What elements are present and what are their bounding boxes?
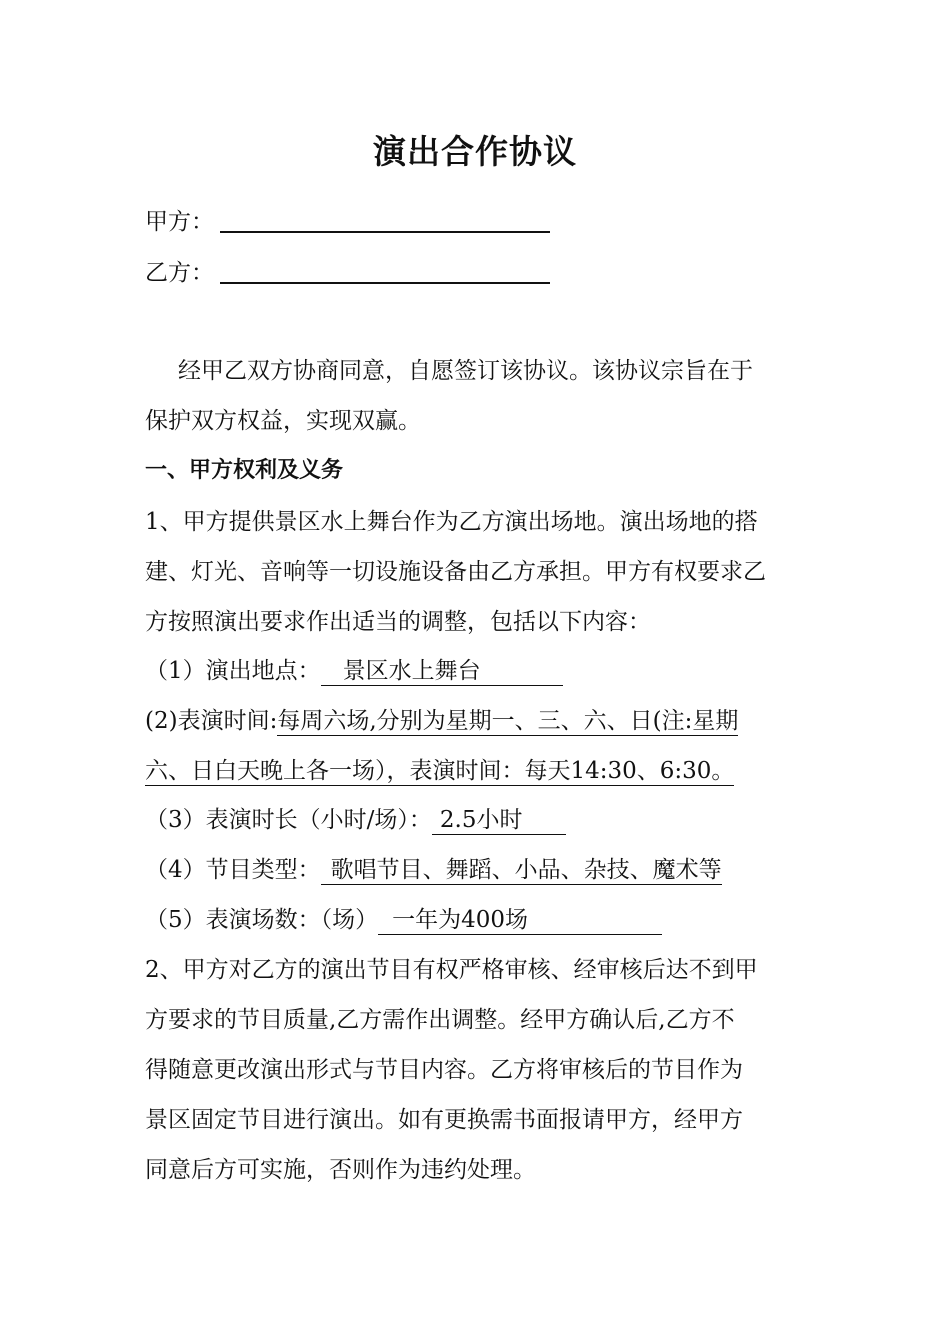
duration-label: （3）表演时长（小时/场）： [145,807,432,833]
clause-2-line-1: 2、甲方对乙方的演出节目有权严格审核、经审核后达不到甲 [145,957,758,983]
duration-value: 2.5小时 [439,807,523,833]
intro-line-2: 保护双方权益，实现双赢。 [145,408,421,434]
clause-1-line-1: 1、甲方提供景区水上舞台作为乙方演出场地。演出场地的搭 [145,509,758,535]
item-venue [145,654,563,688]
type-label: （4）节目类型： [145,857,321,883]
item-time [145,704,738,738]
count-label: （5）表演场数：（场） [145,907,379,933]
party-b-line [145,256,550,290]
clause-1-line-3: 方按照演出要求作出适当的调整，包括以下内容： [145,609,651,635]
duration-value-underlined [432,807,567,835]
item-duration [145,803,566,837]
item-show-count [145,903,662,937]
venue-label: （1）演出地点： [145,658,321,684]
clause-2-line-5: 同意后方可实施，否则作为违约处理。 [145,1157,536,1183]
party-b-blank [220,256,550,284]
party-a-line [145,205,550,239]
time-value-line-1: 每周六场,分别为星期一、三、六、日(注:星期 [277,708,739,734]
type-value-underlined [321,857,722,885]
clause-2-line-2: 方要求的节目质量,乙方需作出调整。经甲方确认后,乙方不 [145,1007,735,1033]
item-program-type [145,853,722,887]
count-value: 一年为400场 [392,907,529,933]
party-a-label: 甲方： [145,209,214,235]
time-value-line-2: 六、日白天晚上各一场），表演时间：每天14:30、6:30。 [145,758,735,784]
intro-line-1: 经甲乙双方协商同意，自愿签订该协议。该协议宗旨在于 [178,358,753,384]
item-time-cont [145,754,734,788]
venue-value-underlined [321,658,563,686]
count-value-underlined [378,907,662,935]
section-1-heading: 一、甲方权利及义务 [145,458,344,483]
party-b-label: 乙方： [145,260,214,286]
document-title: 演出合作协议 [373,132,577,171]
type-value: 歌唱节目、舞蹈、小品、杂技、魔术等 [330,857,722,883]
clause-2-line-3: 得随意更改演出形式与节目内容。乙方将审核后的节目作为 [145,1057,743,1083]
clause-1-line-2: 建、灯光、音响等一切设施设备由乙方承担。甲方有权要求乙 [145,559,766,585]
venue-value: 景区水上舞台 [342,658,481,684]
clause-2-line-4: 景区固定节目进行演出。如有更换需书面报请甲方，经甲方 [145,1107,743,1133]
party-a-blank [220,205,550,233]
time-label: (2)表演时间: [145,708,278,734]
